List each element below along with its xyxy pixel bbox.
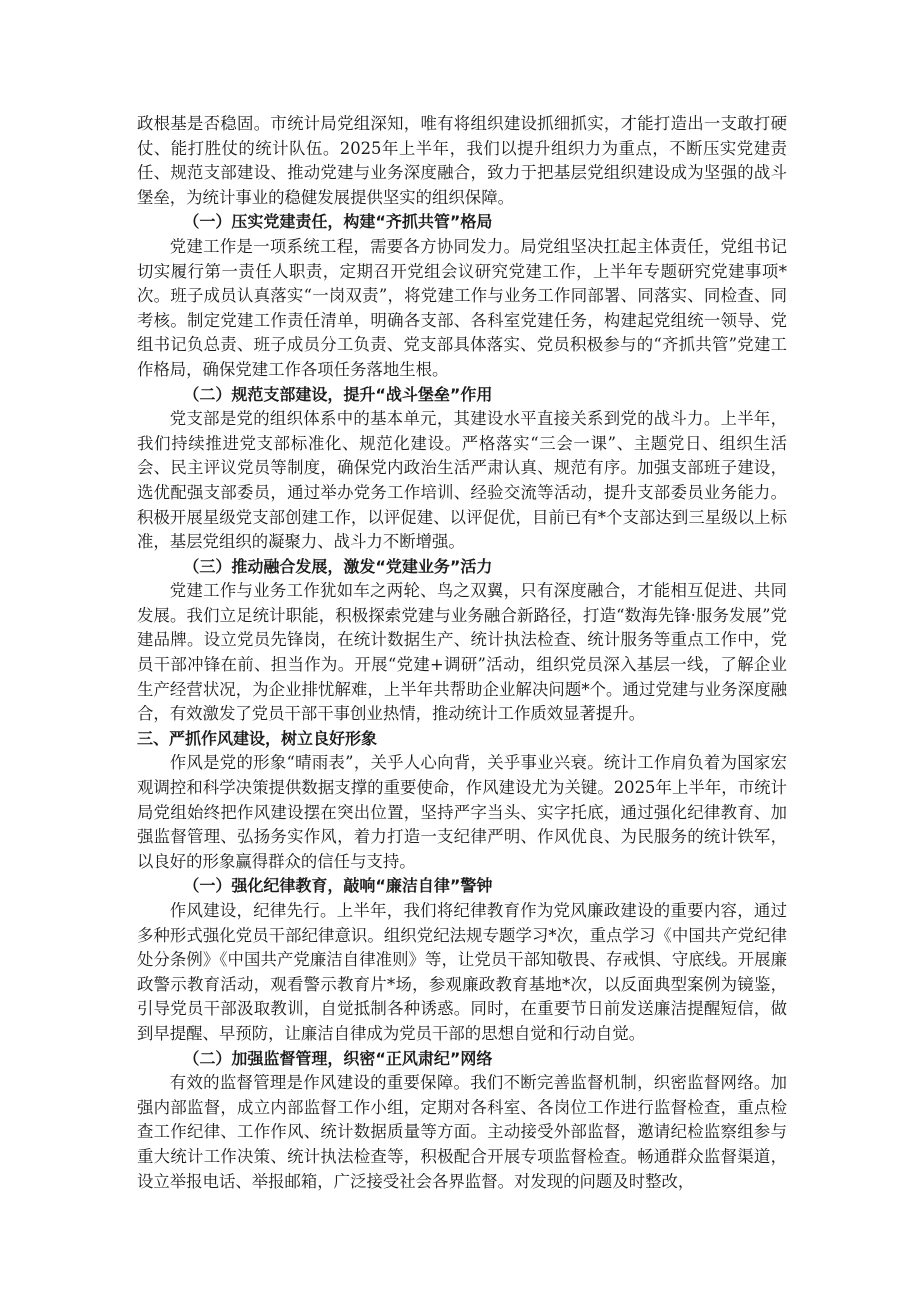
- subheading-4: （一）强化纪律教育，敲响“廉洁自律”警钟: [183, 876, 493, 896]
- paragraph-intro-continued: 政根基是否稳固。市统计局党组深知，唯有将组织建设抓细抓实，才能打造出一支敢打硬仗、能打胜仗的统计队伍。2025年上半年，我们以提升组织力为重点，不断压实党建责任、规范支部建设、推动党建与业务深度融合，致力于把基层党组织建设成为坚强的战斗堡垒，为统计事业的稳健发展提供坚实的组织保障。: [137, 114, 787, 207]
- subheading-5: （二）加强监督管理，织密“正风肃纪”网络: [183, 1048, 493, 1068]
- subheading-1: （一）压实党建责任，构建“齐抓共管”格局: [183, 212, 493, 232]
- document-page: [137, 112, 787, 1194]
- paragraph-6: 有效的监督管理是作风建设的重要保障。我们不断完善监督机制，织密监督网络。加强内部监督，成立内部监督工作小组，定期对各科室、各岗位工作进行监督检查，重点检查工作纪律、工作作风、统计数据质量等方面。主动接受外部监督，邀请纪检监察组参与重大统计工作决策、统计执法检查等，积极配合开展专项监督检查。畅通群众监督渠道，设立举报电话、举报邮箱，广泛接受社会各界监督。对发现的问题及时整改，: [137, 1073, 787, 1191]
- paragraph-3: 党建工作与业务工作犹如车之两轮、鸟之双翼，只有深度融合，才能相互促进、共同发展。我们立足统计职能，积极探索党建与业务融合新路径，打造“数海先锋·服务发展”党建品牌。设立党员先锋岗，在统计数据生产、统计执法检查、统计服务等重点工作中，党员干部冲锋在前、担当作为。开展“党建+调研”活动，组织党员深入基层一线，了解企业生产经营状况，为企业排忧解难，上半年共帮助企业解决问题*个。通过党建与业务深度融合，有效激发了党员干部干事创业热情，推动统计工作质效显著提升。: [137, 581, 787, 724]
- paragraph-2: 党支部是党的组织体系中的基本单元，其建设水平直接关系到党的战斗力。上半年，我们持续推进党支部标准化、规范化建设。严格落实“三会一课”、主题党日、组织生活会、民主评议党员等制度，确保党内政治生活严肃认真、规范有序。加强支部班子建设，选优配强支部委员，通过举办党务工作培训、经验交流等活动，提升支部委员业务能力。积极开展星级党支部创建工作，以评促建、以评促优，目前已有*个支部达到三星级以上标准，基层党组织的凝聚力、战斗力不断增强。: [137, 409, 787, 552]
- section-heading-3: 三、严抓作风建设，树立良好形象: [137, 728, 378, 748]
- paragraph-4: 作风是党的形象“晴雨表”，关乎人心向背，关乎事业兴衰。统计工作肩负着为国家宏观调控和科学决策提供数据支撑的重要使命，作风建设尤为关键。2025年上半年，市统计局党组始终把作风建设摆在突出位置，坚持严字当头、实字托底，通过强化纪律教育、加强监督管理、弘扬务实作风，着力打造一支纪律严明、作风优良、为民服务的统计铁军，以良好的形象赢得群众的信任与支持。: [137, 753, 787, 871]
- subheading-2: （二）规范支部建设，提升“战斗堡垒”作用: [183, 384, 493, 404]
- subheading-3: （三）推动融合发展，激发“党建业务”活力: [183, 556, 493, 576]
- paragraph-1: 党建工作是一项系统工程，需要各方协同发力。局党组坚决扛起主体责任，党组书记切实履行第一责任人职责，定期召开党组会议研究党建工作，上半年专题研究党建事项*次。班子成员认真落实“一岗双责”，将党建工作与业务工作同部署、同落实、同检查、同考核。制定党建工作责任清单，明确各支部、各科室党建任务，构建起党组统一领导、党组书记负总责、班子成员分工负责、党支部具体落实、党员积极参与的“齐抓共管”党建工作格局，确保党建工作各项任务落地生根。: [137, 236, 787, 379]
- paragraph-5: 作风建设，纪律先行。上半年，我们将纪律教育作为党风廉政建设的重要内容，通过多种形式强化党员干部纪律意识。组织党纪法规专题学习*次，重点学习《中国共产党纪律处分条例》《中国共产党廉洁自律准则》等，让党员干部知敬畏、存戒惧、守底线。开展廉政警示教育活动，观看警示教育片*场，参观廉政教育基地*次，以反面典型案例为镜鉴，引导党员干部汲取教训，自觉抵制各种诱惑。同时，在重要节日前发送廉洁提醒短信，做到早提醒、早预防，让廉洁自律成为党员干部的思想自觉和行动自觉。: [137, 901, 787, 1043]
